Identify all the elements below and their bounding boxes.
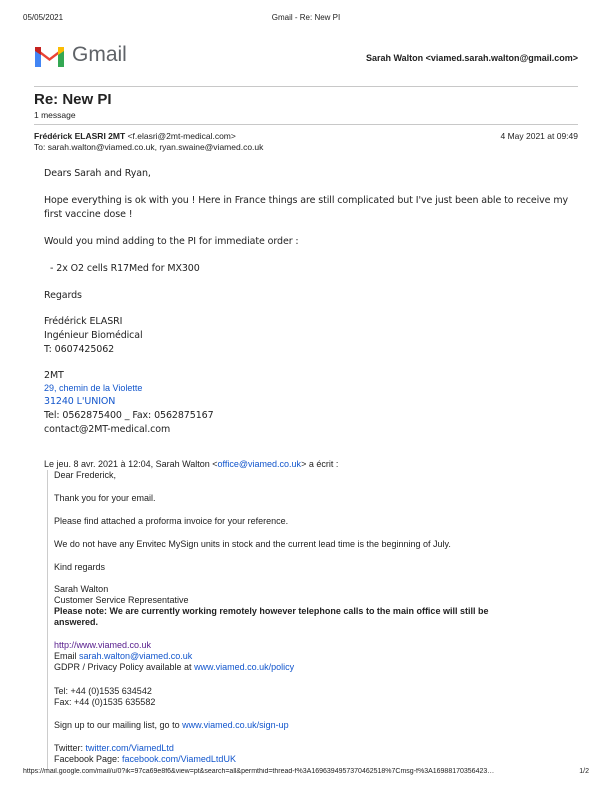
twitter-line xyxy=(54,743,174,753)
body-para2: Would you mind adding to the PI for immediate order : xyxy=(44,236,299,247)
quote-email-link[interactable]: sarah.walton@viamed.co.uk xyxy=(79,651,193,661)
message-date: 4 May 2021 at 09:49 xyxy=(500,131,578,141)
quote-tel: Tel: +44 (0)1535 634542 xyxy=(54,686,152,696)
sender xyxy=(34,131,236,141)
twitter-label: Twitter: xyxy=(54,743,86,753)
header-divider xyxy=(34,86,578,87)
sender-email: <f.elasri@2mt-medical.com> xyxy=(127,131,236,141)
gdpr-link[interactable]: www.viamed.co.uk/policy xyxy=(194,662,295,672)
greeting: Dears Sarah and Ryan, xyxy=(44,168,151,179)
sig-tel-fax: Tel: 0562875400 _ Fax: 0562875167 xyxy=(44,410,214,421)
facebook-label: Facebook Page: xyxy=(54,754,123,764)
account-name: Sarah Walton <viamed.sarah.walton@gmail.com> xyxy=(365,53,578,63)
quote-intro-suffix: > a écrit : xyxy=(301,459,339,469)
recipients: To: sarah.walton@viamed.co.uk, ryan.swaine@viamed.co.uk xyxy=(34,142,264,152)
mailing-list-label: Sign up to our mailing list, go to xyxy=(54,720,183,730)
facebook-line xyxy=(54,754,236,764)
address-line1-link[interactable]: 29, chemin de la Violette xyxy=(44,383,143,393)
quote-intro xyxy=(44,459,338,469)
message-count: 1 message xyxy=(34,110,76,120)
sender-name: Frédérick ELASRI 2MT xyxy=(34,131,126,141)
website-link[interactable]: http://www.viamed.co.uk xyxy=(54,640,152,650)
facebook-link[interactable]: facebook.com/ViamedLtdUK xyxy=(122,754,236,764)
quote-note-line1: Please note: We are currently working remotely however telephone calls to the main office will still be xyxy=(54,606,489,616)
gmail-logo[interactable] xyxy=(34,43,127,73)
gdpr-line xyxy=(54,662,294,672)
thread-subject: Re: New PI xyxy=(34,91,112,108)
gmail-m-icon xyxy=(34,44,65,68)
mailing-list-link[interactable]: www.viamed.co.uk/sign-up xyxy=(182,720,289,730)
print-title: Gmail - Re: New PI xyxy=(271,13,341,22)
quote-thanks: Thank you for your email. xyxy=(54,493,156,503)
print-url: https://mail.google.com/mail/u/0?ik=97ca69e8f6&view=pt&search=all&permthid=thread-f%3A1696394957370462518%7Cmsg-f%3A16988170356423… xyxy=(23,768,495,775)
quote-note-line2: answered. xyxy=(54,617,99,627)
quote-email-label: Email xyxy=(54,651,80,661)
quote-bar xyxy=(47,470,48,770)
sig-phone: T: 0607425062 xyxy=(44,344,115,355)
quote-stock-note: We do not have any Envitec MySign units in stock and the current lead time is the beginning of July. xyxy=(54,539,451,549)
quote-kind-regards: Kind regards xyxy=(54,562,106,572)
gdpr-label: GDPR / Privacy Policy available at xyxy=(54,662,195,672)
quote-sig-role: Customer Service Representative xyxy=(54,595,189,605)
sig-name: Frédérick ELASRI xyxy=(44,316,123,327)
quote-greeting: Dear Frederick, xyxy=(54,470,117,480)
quote-intro-prefix: Le jeu. 8 avr. 2021 à 12:04, Sarah Walton < xyxy=(44,459,218,469)
quote-attachment-note: Please find attached a proforma invoice for your reference. xyxy=(54,516,289,526)
quote-email-line xyxy=(54,651,192,661)
body-para1-line2: first vaccine dose ! xyxy=(44,209,133,220)
subject-divider xyxy=(34,124,578,125)
order-item: - 2x O2 cells R17Med for MX300 xyxy=(50,263,200,274)
quote-intro-email-link[interactable]: office@viamed.co.uk xyxy=(217,459,302,469)
print-date: 05/05/2021 xyxy=(23,13,64,22)
sig-role: Ingénieur Biomédical xyxy=(44,330,143,341)
body-para1-line1: Hope everything is ok with you ! Here in France things are still complicated but I've just been able to receive my xyxy=(44,195,569,206)
sig-contact: contact@2MT-medical.com xyxy=(44,424,171,435)
mailing-list-line xyxy=(54,720,289,730)
gmail-wordmark: Gmail xyxy=(72,43,127,66)
quote-sig-name: Sarah Walton xyxy=(54,584,109,594)
sig-company: 2MT xyxy=(44,370,64,381)
address-line2-link[interactable]: 31240 L'UNION xyxy=(44,396,116,407)
twitter-link[interactable]: twitter.com/ViamedLtd xyxy=(85,743,174,753)
regards: Regards xyxy=(44,290,82,301)
quote-fax: Fax: +44 (0)1535 635582 xyxy=(54,697,156,707)
page-number: 1/2 xyxy=(579,768,589,775)
